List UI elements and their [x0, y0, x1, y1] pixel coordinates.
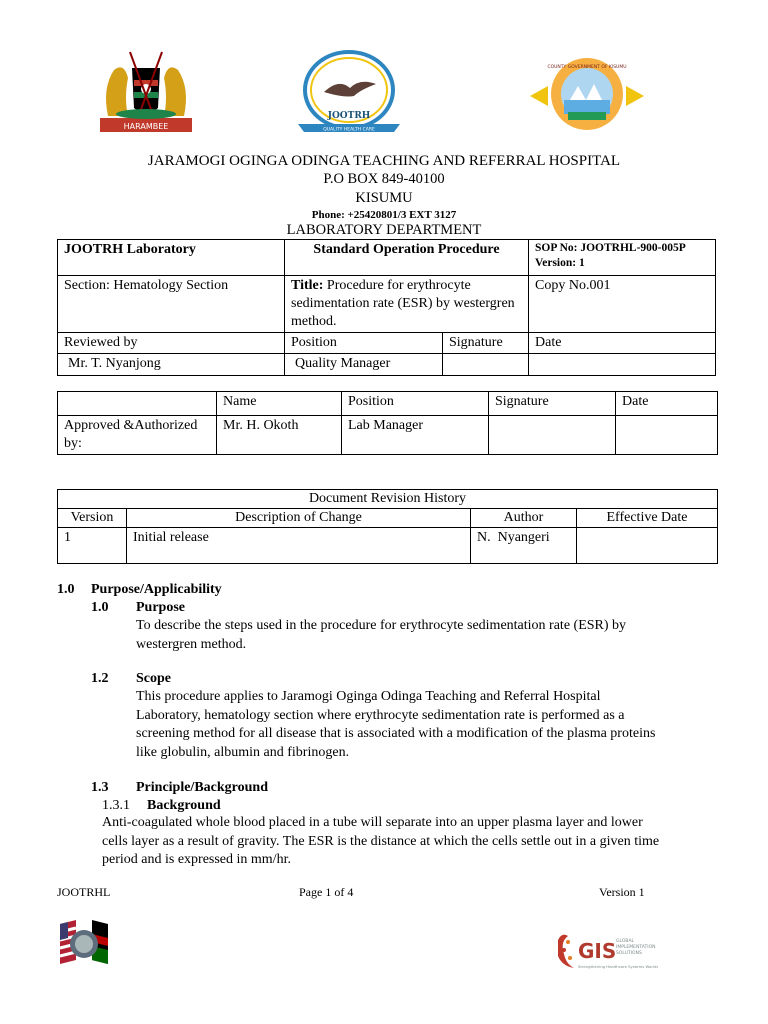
- section-1-title: Purpose/Applicability: [91, 582, 222, 597]
- sop-number-cell: [529, 240, 716, 276]
- revision-row-description: Initial release: [127, 528, 471, 564]
- kenya-coat-of-arms-logo: [94, 48, 198, 138]
- title-label: Title:: [291, 278, 324, 293]
- svg-text:JOOTRH: JOOTRH: [327, 111, 371, 121]
- section-1-1-text: To describe the steps used in the procedure for erythrocyte sedimentation rate (ESR) by westergren method.: [136, 618, 627, 652]
- revision-row-author: N. Nyangeri: [471, 528, 577, 564]
- department: LABORATORY DEPARTMENT: [286, 222, 482, 238]
- footer-version: Version 1: [599, 885, 645, 899]
- reviewer-position: Quality Manager: [285, 354, 443, 376]
- section-1-number: 1.0: [57, 582, 75, 597]
- section-1-1-title: Purpose: [136, 600, 185, 615]
- approver-position: Lab Manager: [342, 416, 489, 455]
- approver-name: Mr. H. Okoth: [217, 416, 342, 455]
- sop-title: Standard Operation Procedure: [285, 240, 529, 276]
- revision-author-header: Author: [471, 509, 577, 528]
- revision-row-date: [577, 528, 718, 564]
- date-header: Date: [529, 333, 716, 354]
- title-text: Procedure for erythrocyte sedimentation rate (ESR) by westergren method.: [291, 278, 515, 329]
- sop-version: Version: 1: [535, 257, 585, 269]
- svg-text:QUALITY HEALTH CARE: QUALITY HEALTH CARE: [323, 127, 375, 133]
- po-box: P.O BOX 849-40100: [323, 171, 445, 187]
- copy-number: Copy No.001: [529, 276, 716, 333]
- section-1-3-1-text: Anti-coagulated whole blood placed in a tube will separate into an upper plasma layer and lower cells layer as a result of gravity. The ESR is the distance at which the cells settle out in a given time period and is expressed in mm/hr.: [102, 815, 660, 867]
- section-1-3-title: Principle/Background: [136, 780, 268, 795]
- hospital-name: JARAMOGI OGINGA ODINGA TEACHING AND REFERRAL HOSPITAL: [147, 153, 621, 169]
- gis-logo: [554, 928, 658, 974]
- approved-by-label: Approved &Authorized by:: [58, 416, 217, 455]
- approval-position-header: Position: [342, 392, 489, 416]
- svg-text:COUNTY GOVERNMENT OF KISUMU: COUNTY GOVERNMENT OF KISUMU: [547, 65, 627, 70]
- reviewer-name: Mr. T. Nyanjong: [58, 354, 285, 376]
- reviewed-by-label: Reviewed by: [58, 333, 285, 354]
- coat-motto: HARAMBEE: [123, 122, 169, 131]
- section-1-2-text: This procedure applies to Jaramogi Oginga Odinga Teaching and Referral Hospital Laboratory, hematology section where erythrocyte sedimentation rate is performed as a screening method for all disease that is associated with a modification of the plasma proteins like globulin, albumin and fibrinogen.: [136, 689, 656, 760]
- svg-text:GLOBAL: GLOBAL: [616, 939, 635, 944]
- reviewer-date: [529, 354, 716, 376]
- svg-text:GIS: GIS: [578, 939, 617, 963]
- section-1-2-title: Scope: [136, 671, 171, 686]
- procedure-title: [285, 276, 529, 333]
- city: KISUMU: [355, 190, 413, 206]
- footer-left: JOOTRHL: [57, 885, 111, 899]
- signature-header: Signature: [443, 333, 529, 354]
- position-header: Position: [285, 333, 443, 354]
- reviewer-signature: [443, 354, 529, 376]
- footer-page-number: Page 1 of 4: [299, 885, 354, 899]
- approval-table: [57, 391, 718, 455]
- svg-text:Strengthening Healthcare Syste: Strengthening Healthcare Systems Worldwide: [578, 964, 658, 969]
- section-1-1-number: 1.0: [91, 600, 109, 615]
- kisumu-county-logo: [528, 56, 646, 132]
- revision-table: [57, 489, 718, 564]
- section-1-2-number: 1.2: [91, 671, 109, 686]
- section-name: Section: Hematology Section: [58, 276, 285, 333]
- revision-row-version: 1: [58, 528, 127, 564]
- sop-table: [57, 239, 716, 376]
- approver-date: [616, 416, 718, 455]
- section-1-3-1-title: Background: [147, 798, 221, 813]
- svg-text:IMPLEMENTATION: IMPLEMENTATION: [616, 945, 656, 950]
- phone: Phone: +25420801/3 EXT 3127: [311, 209, 457, 221]
- revision-title: Document Revision History: [58, 490, 718, 509]
- section-1-3-1-number: 1.3.1: [102, 798, 130, 813]
- revision-description-header: Description of Change: [127, 509, 471, 528]
- jootrh-logo: [294, 48, 404, 136]
- approver-signature: [489, 416, 616, 455]
- section-1-3-number: 1.3: [91, 780, 109, 795]
- svg-text:SOLUTIONS: SOLUTIONS: [616, 951, 642, 956]
- lab-name: JOOTRH Laboratory: [58, 240, 285, 276]
- revision-version-header: Version: [58, 509, 127, 528]
- approval-date-header: Date: [616, 392, 718, 416]
- revision-date-header: Effective Date: [577, 509, 718, 528]
- approval-signature-header: Signature: [489, 392, 616, 416]
- approval-blank-header: [58, 392, 217, 416]
- sop-number: SOP No: JOOTRHL-900-005P: [535, 242, 686, 254]
- partner-flags-logo: [56, 914, 112, 970]
- approval-name-header: Name: [217, 392, 342, 416]
